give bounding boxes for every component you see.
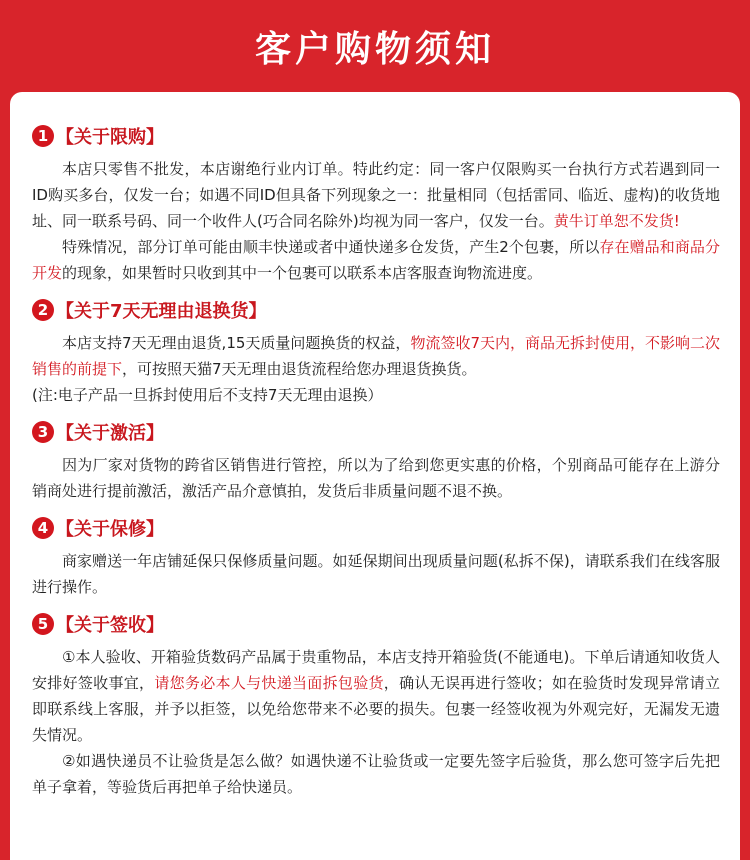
text: ，可按照天猫7天无理由退货流程给您办理退货换货。 [122, 360, 477, 378]
paragraph [32, 234, 720, 286]
paragraph: ②如遇快递员不让验货是怎么做？如遇快递不让验货或一定要先签字后验货，那么您可签字后先把单子拿着，等验货后再把单子给快递员。 [32, 752, 720, 796]
section-title-text: 【关于保修】 [56, 519, 164, 540]
highlight-text: 物流签收7天内，商品无拆封使用，不影响二次销售的前提下 [32, 334, 721, 378]
highlight-text: 存在赠品和商品分开发 [32, 238, 720, 282]
notice-card [10, 92, 740, 860]
text: 的现象，如果暂时只收到其中一个包裹可以联系本店客服查询物流进度。 [62, 264, 543, 282]
text: 本店只零售不批发，本店谢绝行业内订单。特此约定：同一客户仅限购买一台执行方式若遇到同一ID购买多台，仅发一台；如遇不同ID但具备下列现象之一：批量相同（包括雷同、临近、虚构)的收货地址、同一联系号码、同一个收件人(巧合同名除外)均视为同一客户，仅发一台。 [32, 160, 720, 230]
section-title-text: 【关于签收】 [56, 615, 164, 636]
section-title-text: 【关于限购】 [56, 127, 164, 148]
section-title-text: 【关于激活】 [56, 423, 164, 444]
number-badge: 2 [32, 299, 54, 321]
paragraph: 因为厂家对货物的跨省区销售进行管控，所以为了给到您更实惠的价格，个别商品可能存在上游分销商处进行提前激活，激活产品介意慎拍，发货后非质量问题不退不换。 [32, 456, 720, 500]
note-paragraph: (注:电子产品一旦拆封使用后不支持7天无理由退换） [32, 386, 383, 404]
section-title-text: 【关于7天无理由退换货】 [56, 301, 267, 322]
number-badge: 1 [32, 125, 54, 147]
number-badge: 3 [32, 421, 54, 443]
section-warranty [32, 514, 720, 600]
section-title [32, 122, 720, 150]
section-returns [32, 296, 720, 408]
paragraph [32, 644, 720, 748]
section-title [32, 296, 720, 324]
text: 特殊情况，部分订单可能由顺丰快递或者中通快递多仓发货，产生2个包裹，所以 [62, 238, 600, 256]
section-purchase-limit [32, 122, 720, 286]
section-title [32, 610, 720, 638]
paragraph [32, 330, 720, 382]
paragraph: 商家赠送一年店铺延保只保修质量问题。如延保期间出现质量问题(私拆不保)，请联系我们在线客服进行操作。 [32, 552, 720, 596]
highlight-text: 请您务必本人与快递当面拆包验货 [154, 674, 384, 692]
header [0, 0, 750, 92]
text: ，确认无误再进行签收；如在验货时发现异常请立即联系线上客服，并予以拒签，以免给您带来不必要的损失。包裹一经签收视为外观完好，无漏发无遗失情况。 [32, 674, 720, 744]
number-badge: 4 [32, 517, 54, 539]
text: 本店支持7天无理由退货,15天质量问题换货的权益， [62, 334, 411, 352]
page-title: 客户购物须知 [254, 28, 495, 70]
section-receipt [32, 610, 720, 800]
highlight-text: 黄牛订单恕不发货! [553, 212, 680, 230]
paragraph [32, 156, 720, 234]
section-activation [32, 418, 720, 504]
section-title [32, 514, 720, 542]
text: ①本人验收、开箱验货数码产品属于贵重物品，本店支持开箱验货(不能通电)。下单后请通知收货人安排好签收事宜， [32, 648, 720, 692]
section-title [32, 418, 720, 446]
number-badge: 5 [32, 613, 54, 635]
